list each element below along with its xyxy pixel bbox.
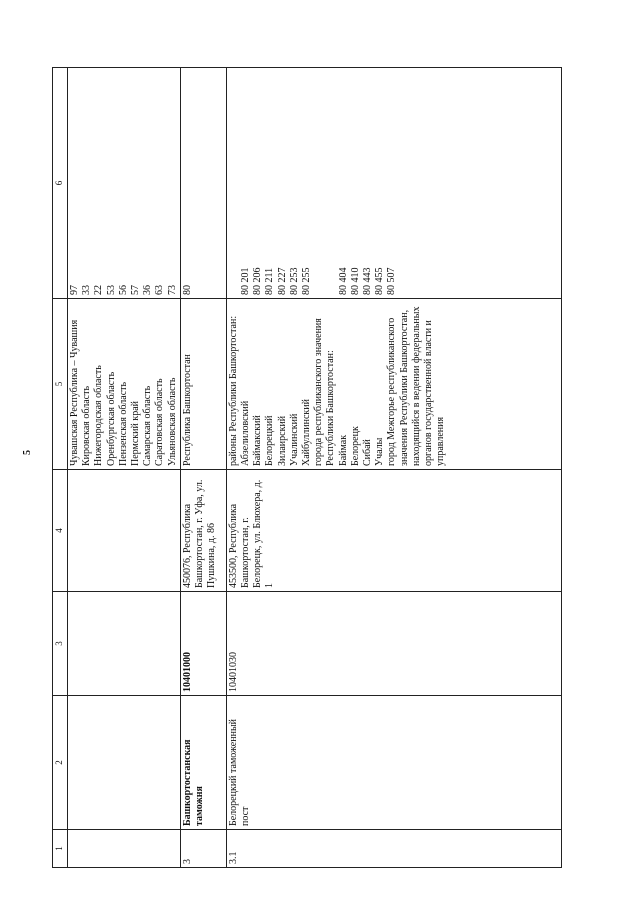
header-cell: 5 — [53, 299, 68, 470]
header-cell: 2 — [53, 696, 68, 830]
customs-code: 10401030 — [226, 592, 561, 696]
okato-codes: 80 — [180, 68, 226, 299]
header-cell: 4 — [53, 470, 68, 592]
customs-name: Башкортостанская таможня — [180, 696, 226, 830]
page-number: 5 — [22, 450, 33, 455]
customs-name — [68, 696, 181, 830]
territory: районы Республики Башкортостан: Абзелиловский Баймакский Белорецкий Зилаирский Учалинский Хайбуллинский города республиканского значения Республики Башкортостан: Баймак Белорецк Сибай Учалы город Межгорье республиканского значения Республики Башкортостан, находящийся в ведении федеральных органов государственной власти и управления — [226, 299, 561, 470]
table-row — [68, 68, 181, 868]
row-number: 3 — [180, 830, 226, 868]
address: 453500, Республика Башкортостан, г. Белорецк, ул. Блюхера, д. 1 — [226, 470, 561, 592]
customs-code: 10401000 — [180, 592, 226, 696]
table-row — [180, 68, 226, 868]
header-cell: 6 — [53, 68, 68, 299]
customs-name: Белорецкий таможенный пост — [226, 696, 561, 830]
table-row — [226, 68, 561, 868]
header-cell: 1 — [53, 830, 68, 868]
header-cell: 3 — [53, 592, 68, 696]
territory: Чувашская Республика – Чувашия Кировская область Нижегородская область Оренбургская область Пензенская область Пермский край Самарская область Саратовская область Ульяновская область — [68, 299, 181, 470]
address — [68, 470, 181, 592]
address: 450076, Республика Башкортостан, г. Уфа, ул. Пушкина, д. 86 — [180, 470, 226, 592]
territory: Республика Башкортостан — [180, 299, 226, 470]
header-row — [53, 68, 68, 868]
customs-table — [52, 67, 562, 868]
rotated-table-container — [52, 68, 582, 868]
okato-codes: 80 201 80 206 80 211 80 227 80 253 80 255 80 404 80 410 80 443 80 455 80 507 — [226, 68, 561, 299]
row-number — [68, 830, 181, 868]
row-number: 3.1 — [226, 830, 561, 868]
customs-code — [68, 592, 181, 696]
okato-codes: 97 33 22 53 56 57 36 63 73 — [68, 68, 181, 299]
